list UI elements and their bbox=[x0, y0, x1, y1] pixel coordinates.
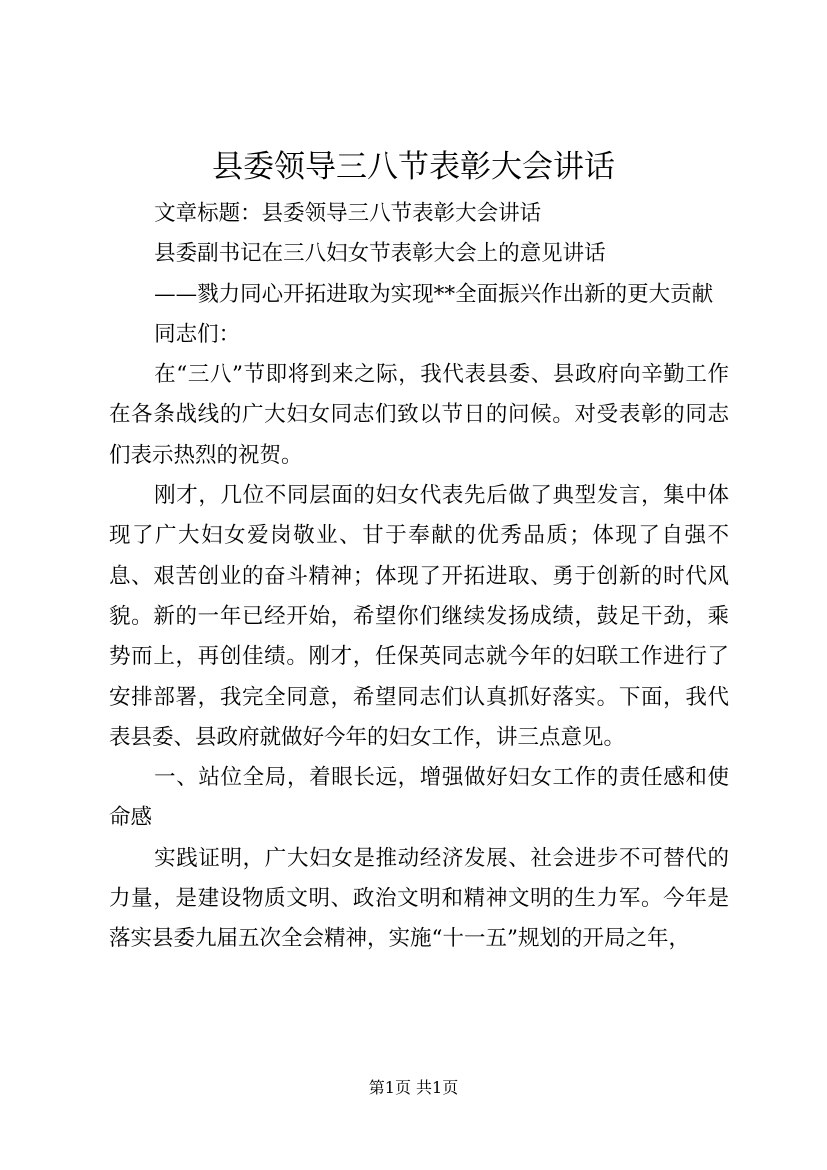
article-title-line: 文章标题：县委领导三八节表彰大会讲话 bbox=[154, 201, 542, 226]
body-paragraph: 实践证明，广大妇女是推动经济发展、社会进步不可替代的力量，是建设物质文明、政治文明和精神文明的生力军。今年是落实县委九届五次全会精神，实施“十一五”规划的开局之年， bbox=[109, 845, 729, 952]
page-number-footer: 第1页 共1页 bbox=[368, 1078, 459, 1097]
speech-heading: 县委副书记在三八妇女节表彰大会上的意见讲话 bbox=[154, 241, 606, 267]
document-body bbox=[109, 194, 729, 960]
section-heading: 一、站位全局，着眼长远，增强做好妇女工作的责任感和使命感 bbox=[109, 765, 729, 831]
body-paragraph: 刚才，几位不同层面的妇女代表先后做了典型发言，集中体现了广大妇女爱岗敬业、甘于奉献的优秀品质；体现了自强不息、艰苦创业的奋斗精神；体现了开拓进取、勇于创新的时代风貌。新的一年已经开始，希望你们继续发扬成绩，鼓足干劲，乘势而上，再创佳绩。刚才，任保英同志就今年的妇联工作进行了安排部署，我完全同意，希望同志们认真抓好落实。下面，我代表县委、县政府就做好今年的妇女工作，讲三点意见。 bbox=[109, 483, 729, 750]
body-paragraph: 在“三八”节即将到来之际，我代表县委、县政府向辛勤工作在各条战线的广大妇女同志们致以节日的问候。对受表彰的同志们表示热烈的祝贺。 bbox=[109, 362, 729, 468]
speech-subtitle: ——戮力同心开拓进取为实现**全面振兴作出新的更大贡献 bbox=[154, 281, 714, 307]
salutation: 同志们： bbox=[154, 321, 241, 347]
document-title: 县委领导三八节表彰大会讲话 bbox=[212, 149, 615, 185]
